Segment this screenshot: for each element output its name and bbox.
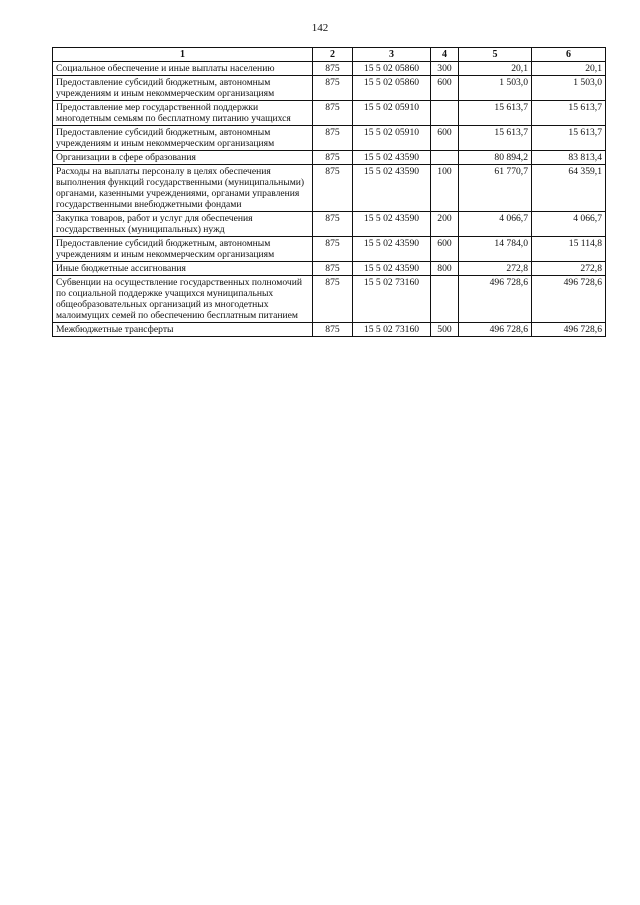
row-amount-col6-cell: 64 359,1: [532, 165, 606, 212]
row-code-cell: 875: [313, 165, 353, 212]
table-row: [53, 237, 606, 262]
row-name-cell: Организации в сфере образования: [53, 151, 313, 165]
table-row: [53, 151, 606, 165]
row-name-cell: Предоставление мер государственной поддержки многодетным семьям по бесплатному питанию учащихся: [53, 101, 313, 126]
row-name-cell: Иные бюджетные ассигнования: [53, 262, 313, 276]
row-code-cell: 875: [313, 126, 353, 151]
row-type-cell: [431, 151, 459, 165]
row-type-cell: [431, 276, 459, 323]
row-name-cell: Межбюджетные трансферты: [53, 323, 313, 337]
table-row: [53, 165, 606, 212]
table-body: [53, 62, 606, 337]
row-article-cell: 15 5 02 05860: [353, 62, 431, 76]
column-header: 4: [431, 48, 459, 62]
row-article-cell: 15 5 02 05860: [353, 76, 431, 101]
row-amount-col6-cell: 83 813,4: [532, 151, 606, 165]
row-amount-col5-cell: 20,1: [459, 62, 532, 76]
row-code-cell: 875: [313, 262, 353, 276]
row-name-cell: Предоставление субсидий бюджетным, автономным учреждениям и иным некоммерческим организациям: [53, 126, 313, 151]
row-amount-col5-cell: 61 770,7: [459, 165, 532, 212]
row-amount-col6-cell: 15 613,7: [532, 126, 606, 151]
row-amount-col5-cell: 272,8: [459, 262, 532, 276]
table-row: [53, 323, 606, 337]
row-code-cell: 875: [313, 323, 353, 337]
row-amount-col5-cell: 15 613,7: [459, 101, 532, 126]
row-amount-col6-cell: 272,8: [532, 262, 606, 276]
column-header: 2: [313, 48, 353, 62]
table-row: [53, 62, 606, 76]
row-article-cell: 15 5 02 43590: [353, 151, 431, 165]
row-type-cell: 600: [431, 76, 459, 101]
table-row: [53, 262, 606, 276]
row-amount-col6-cell: 496 728,6: [532, 323, 606, 337]
row-article-cell: 15 5 02 05910: [353, 101, 431, 126]
table-header-row: [53, 48, 606, 62]
row-amount-col5-cell: 80 894,2: [459, 151, 532, 165]
table-row: [53, 276, 606, 323]
budget-table: [52, 47, 606, 337]
row-type-cell: 200: [431, 212, 459, 237]
row-code-cell: 875: [313, 276, 353, 323]
row-code-cell: 875: [313, 76, 353, 101]
row-amount-col5-cell: 496 728,6: [459, 276, 532, 323]
row-type-cell: 600: [431, 126, 459, 151]
column-header: 6: [532, 48, 606, 62]
row-article-cell: 15 5 02 05910: [353, 126, 431, 151]
column-header: 5: [459, 48, 532, 62]
row-code-cell: 875: [313, 62, 353, 76]
row-article-cell: 15 5 02 43590: [353, 165, 431, 212]
row-name-cell: Социальное обеспечение и иные выплаты населению: [53, 62, 313, 76]
column-header: 1: [53, 48, 313, 62]
row-amount-col5-cell: 1 503,0: [459, 76, 532, 101]
row-article-cell: 15 5 02 73160: [353, 323, 431, 337]
row-name-cell: Расходы на выплаты персоналу в целях обеспечения выполнения функций государственными (муниципальными) органами, казенными учреждениями, органами управления государственными внебюджетными фондами: [53, 165, 313, 212]
row-name-cell: Закупка товаров, работ и услуг для обеспечения государственных (муниципальных) нужд: [53, 212, 313, 237]
row-amount-col6-cell: 15 114,8: [532, 237, 606, 262]
row-code-cell: 875: [313, 212, 353, 237]
row-amount-col5-cell: 4 066,7: [459, 212, 532, 237]
column-header: 3: [353, 48, 431, 62]
row-article-cell: 15 5 02 73160: [353, 276, 431, 323]
row-code-cell: 875: [313, 237, 353, 262]
row-amount-col5-cell: 496 728,6: [459, 323, 532, 337]
row-amount-col6-cell: 496 728,6: [532, 276, 606, 323]
row-article-cell: 15 5 02 43590: [353, 212, 431, 237]
table-row: [53, 126, 606, 151]
row-name-cell: Предоставление субсидий бюджетным, автономным учреждениям и иным некоммерческим организациям: [53, 76, 313, 101]
row-type-cell: 100: [431, 165, 459, 212]
row-amount-col6-cell: 1 503,0: [532, 76, 606, 101]
row-amount-col5-cell: 15 613,7: [459, 126, 532, 151]
row-code-cell: 875: [313, 101, 353, 126]
table-row: [53, 76, 606, 101]
row-type-cell: 500: [431, 323, 459, 337]
row-article-cell: 15 5 02 43590: [353, 262, 431, 276]
row-amount-col6-cell: 20,1: [532, 62, 606, 76]
row-type-cell: 300: [431, 62, 459, 76]
row-amount-col5-cell: 14 784,0: [459, 237, 532, 262]
row-amount-col6-cell: 15 613,7: [532, 101, 606, 126]
table-row: [53, 101, 606, 126]
row-article-cell: 15 5 02 43590: [353, 237, 431, 262]
row-code-cell: 875: [313, 151, 353, 165]
row-name-cell: Субвенции на осуществление государственных полномочий по социальной поддержке учащихся муниципальных общеобразовательных организаций из многодетных малоимущих семей по обеспечению бесплатным питанием: [53, 276, 313, 323]
row-type-cell: [431, 101, 459, 126]
page-number: 142: [311, 22, 329, 34]
row-type-cell: 600: [431, 237, 459, 262]
table-row: [53, 212, 606, 237]
row-name-cell: Предоставление субсидий бюджетным, автономным учреждениям и иным некоммерческим организациям: [53, 237, 313, 262]
row-amount-col6-cell: 4 066,7: [532, 212, 606, 237]
row-type-cell: 800: [431, 262, 459, 276]
